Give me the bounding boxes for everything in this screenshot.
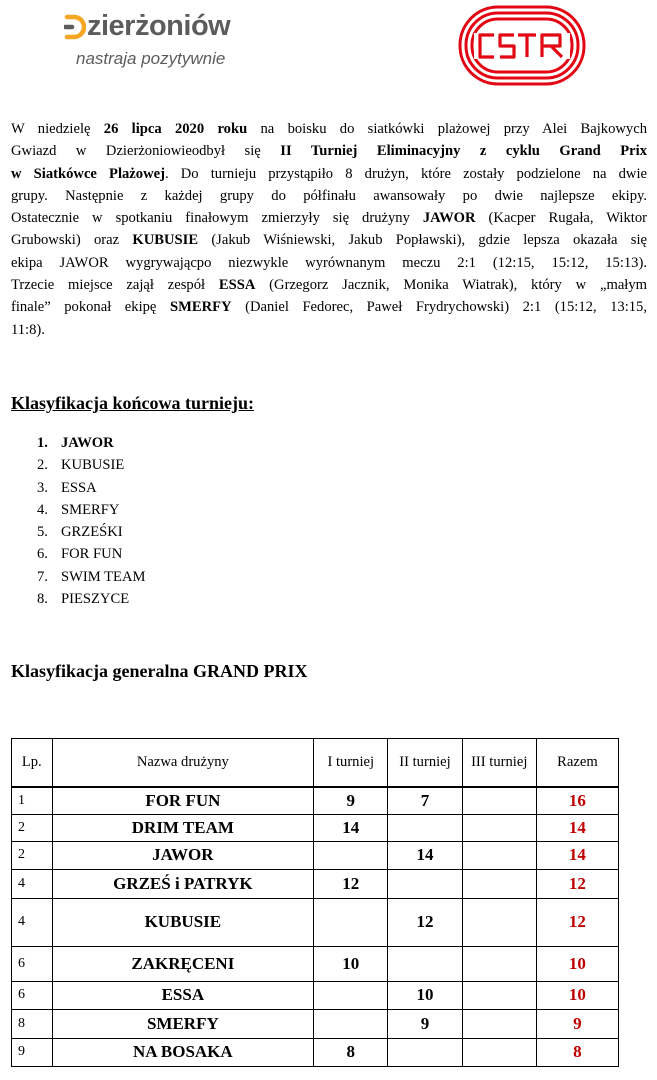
cell-t3	[462, 946, 536, 981]
cell-t1	[314, 981, 388, 1009]
cell-lp: 6	[12, 981, 53, 1009]
ranking-number: 4.	[37, 501, 48, 518]
article-line: Ostatecznie w spotkaniu finałowym zmierzyły się drużyny JAWOR (Kacper Rugała, Wiktor	[11, 210, 647, 227]
cell-lp: 4	[12, 869, 53, 898]
ranking-number: 1.	[37, 435, 48, 451]
cell-t1	[314, 841, 388, 869]
cell-t3	[462, 841, 536, 869]
cell-t2	[388, 946, 462, 981]
cell-total: 14	[536, 841, 618, 869]
cell-t3	[462, 814, 536, 841]
ranking-team: ESSA	[61, 479, 97, 496]
table-row	[12, 841, 619, 869]
cell-lp: 2	[12, 841, 53, 869]
article-line: w Siatkówce Plażowej. Do turnieju przystąpiło 8 drużyn, które zostały podzielone na dwie	[11, 165, 647, 182]
article-paragraph	[11, 118, 647, 341]
ranking-number: 6.	[37, 546, 48, 563]
cell-team: KUBUSIE	[52, 898, 314, 946]
ranking-number: 3.	[37, 479, 48, 496]
cell-t3	[462, 981, 536, 1009]
ranking-number: 2.	[37, 457, 48, 474]
cell-team: JAWOR	[52, 841, 314, 869]
col-total: Razem	[536, 739, 618, 788]
ranking-team: SMERFY	[61, 501, 120, 518]
cell-t1: 10	[314, 946, 388, 981]
table-row	[12, 869, 619, 898]
article-bold-text: ESSA	[218, 277, 256, 294]
cell-t2	[388, 1038, 462, 1066]
article-bold-text: KUBUSIE	[132, 232, 199, 249]
cell-t2: 7	[388, 787, 462, 814]
cell-total: 16	[536, 787, 618, 814]
ranking-number: 8.	[37, 591, 48, 608]
cell-total: 8	[536, 1038, 618, 1066]
cell-lp: 4	[12, 898, 53, 946]
cell-t3	[462, 898, 536, 946]
ranking-item	[37, 566, 145, 588]
cell-team: FOR FUN	[52, 787, 314, 814]
table-row	[12, 1038, 619, 1066]
final-ranking-heading: Klasyfikacja końcowa turnieju:	[11, 393, 254, 413]
ranking-item	[37, 454, 145, 476]
table-row	[12, 1009, 619, 1038]
cell-lp: 1	[12, 787, 53, 814]
article-line: Trzecie miejsce zajął zespół ESSA (Grzegorz Jacznik, Monika Wiatrak), który w „małym	[11, 277, 647, 294]
cell-t3	[462, 1038, 536, 1066]
grand-prix-heading: Klasyfikacja generalna GRAND PRIX	[11, 661, 308, 681]
article-bold-text: JAWOR	[422, 210, 476, 227]
cell-team: DRIM TEAM	[52, 814, 314, 841]
table-row	[12, 787, 619, 814]
cell-team: NA BOSAKA	[52, 1038, 314, 1066]
col-t2: II turniej	[388, 739, 462, 788]
cell-t2: 14	[388, 841, 462, 869]
table-row	[12, 981, 619, 1009]
cell-team: ESSA	[52, 981, 314, 1009]
ranking-item	[37, 499, 145, 521]
ranking-team: FOR FUN	[61, 546, 123, 563]
dzierzoniow-wordmark	[64, 10, 230, 43]
cell-total: 10	[536, 981, 618, 1009]
article-line: Gwiazd w Dzierżoniowieodbył się II Turniej Eliminacyjny z cyklu Grand Prix	[11, 143, 648, 160]
cell-total: 9	[536, 1009, 618, 1038]
cell-t1: 12	[314, 869, 388, 898]
cstr-logo	[452, 3, 592, 88]
article-line: W niedzielę 26 lipca 2020 roku na boisku do siatkówki plażowej przy Alei Bajkowych	[11, 121, 647, 137]
col-t3: III turniej	[462, 739, 536, 788]
table-header-row	[12, 739, 619, 788]
cell-lp: 6	[12, 946, 53, 981]
dzierzoniow-d-mark-icon	[64, 13, 86, 41]
article-line: ekipa JAWOR wygrywającpo niezwykle wyrównanym meczu 2:1 (12:15, 15:12, 15:13).	[11, 254, 647, 271]
dzierzoniow-logo	[64, 10, 304, 72]
ranking-team: JAWOR	[61, 435, 114, 451]
grand-prix-table	[11, 738, 619, 1067]
cell-t2	[388, 869, 462, 898]
cell-team: GRZEŚ i PATRYK	[52, 869, 314, 898]
article-bold-text: w Siatkówce Plażowej	[11, 165, 165, 182]
article-line: finale” pokonał ekipę SMERFY (Daniel Fedorec, Paweł Frydrychowski) 2:1 (15:12, 13:15,	[11, 299, 648, 316]
cell-total: 12	[536, 869, 618, 898]
cell-t1	[314, 1009, 388, 1038]
cell-lp: 8	[12, 1009, 53, 1038]
ranking-team: SWIM TEAM	[61, 568, 146, 585]
article-line: 11:8).	[11, 321, 45, 338]
cell-team: SMERFY	[52, 1009, 314, 1038]
cell-total: 14	[536, 814, 618, 841]
ranking-team: PIESZYCE	[61, 591, 130, 608]
col-t1: I turniej	[314, 739, 388, 788]
cell-t1: 9	[314, 787, 388, 814]
cell-t2: 9	[388, 1009, 462, 1038]
col-team: Nazwa drużyny	[52, 739, 314, 788]
ranking-number: 7.	[37, 568, 48, 585]
article-bold-text: SMERFY	[169, 299, 232, 316]
table-row	[12, 946, 619, 981]
cell-t3	[462, 787, 536, 814]
table-row	[12, 814, 619, 841]
col-lp: Lp.	[12, 739, 53, 788]
cell-t3	[462, 1009, 536, 1038]
article-line: Grubowski) oraz KUBUSIE (Jakub Wiśniewski, Jakub Popławski), gdzie lepsza okazała się	[11, 232, 647, 249]
cell-t1: 14	[314, 814, 388, 841]
ranking-item	[37, 588, 145, 610]
ranking-item	[37, 477, 145, 499]
cell-total: 12	[536, 898, 618, 946]
cell-team: ZAKRĘCENI	[52, 946, 314, 981]
table-row	[12, 898, 619, 946]
cell-t3	[462, 869, 536, 898]
ranking-number: 5.	[37, 524, 48, 541]
cell-t2	[388, 814, 462, 841]
final-ranking-list	[37, 432, 145, 610]
ranking-team: GRZEŚKI	[61, 524, 123, 541]
cell-t1	[314, 898, 388, 946]
cell-lp: 9	[12, 1038, 53, 1066]
cell-t2: 10	[388, 981, 462, 1009]
cell-t1: 8	[314, 1038, 388, 1066]
ranking-item	[37, 432, 145, 454]
cell-t2: 12	[388, 898, 462, 946]
cell-lp: 2	[12, 814, 53, 841]
dzierzoniow-word: zierżoniów	[87, 10, 231, 42]
cell-total: 10	[536, 946, 618, 981]
article-bold-text: 26 lipca 2020 roku	[103, 121, 248, 137]
ranking-item	[37, 521, 145, 543]
dzierzoniow-tagline: nastraja pozytywnie	[76, 49, 226, 68]
article-line: grupy. Następnie z każdej grupy do półfinału awansowały po dwie najlepsze ekipy.	[11, 187, 647, 204]
ranking-item	[37, 543, 145, 565]
ranking-team: KUBUSIE	[61, 457, 125, 474]
article-bold-text: II Turniej Eliminacyjny z cyklu Grand Prix	[280, 143, 648, 160]
